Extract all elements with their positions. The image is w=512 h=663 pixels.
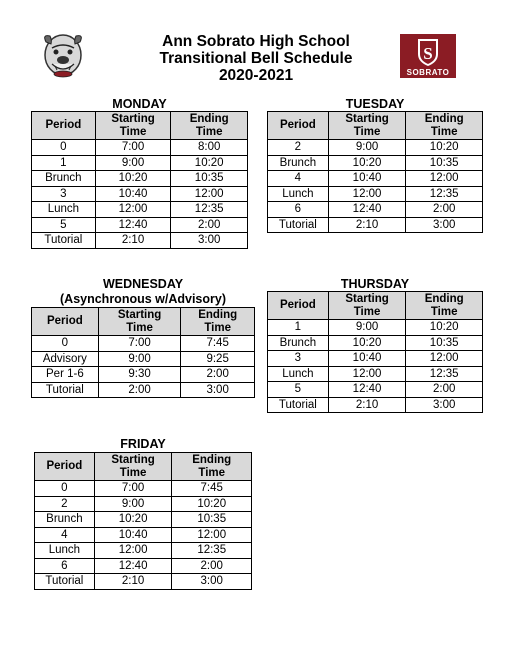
table-row [32,367,255,383]
starting-time-cell: 10:40 [95,186,171,202]
period-cell: Tutorial [268,217,329,233]
starting-time-cell: 10:40 [328,171,406,187]
period-cell: Tutorial [32,233,96,249]
table-row [32,351,255,367]
ending-time-cell: 7:45 [172,481,252,497]
starting-time-cell: 12:00 [328,186,406,202]
table-row [268,202,483,218]
starting-time-cell: 7:00 [98,336,181,352]
starting-time-cell: 10:40 [94,527,172,543]
friday-schedule-table [34,452,252,590]
starting-time-cell: 9:00 [95,155,171,171]
table-row [32,155,248,171]
ending-time-cell: 2:00 [406,202,483,218]
table-row [35,512,252,528]
ending-time-cell: 3:00 [406,397,483,413]
ending-time-cell: 10:20 [172,496,252,512]
ending-time-cell: 12:00 [172,527,252,543]
ending-time-cell: 3:00 [181,382,255,398]
ending-time-cell: 9:25 [181,351,255,367]
ending-time-cell: 7:45 [181,336,255,352]
thursday-schedule-table [267,291,483,413]
table-row [35,496,252,512]
table-row [32,233,248,249]
starting-time-cell: 12:00 [328,366,406,382]
table-row [35,574,252,590]
period-cell: Brunch [35,512,95,528]
starting-time-cell: 12:40 [95,217,171,233]
table-row [32,202,248,218]
starting-time-cell: 9:00 [94,496,172,512]
period-cell: Brunch [268,155,329,171]
ending-time-cell: 12:35 [406,186,483,202]
starting-time-cell: 7:00 [94,481,172,497]
school-name: Ann Sobrato High School [162,33,350,50]
period-cell: 4 [35,527,95,543]
table-row [32,140,248,156]
ending-time-cell: 2:00 [181,367,255,383]
period-cell: 6 [268,202,329,218]
ending-time-cell: 12:35 [406,366,483,382]
period-cell: Tutorial [32,382,99,398]
ending-time-cell: 2:00 [406,382,483,398]
period-cell: 6 [35,558,95,574]
starting-time-header: Starting Time [328,112,406,140]
starting-time-cell: 10:20 [95,171,171,187]
table-row [35,543,252,559]
table-row [32,382,255,398]
ending-time-cell: 2:00 [171,217,248,233]
ending-time-header: Ending Time [171,112,248,140]
ending-time-header: Ending Time [172,453,252,481]
starting-time-cell: 2:10 [328,397,406,413]
starting-time-header: Starting Time [95,112,171,140]
ending-time-cell: 12:35 [171,202,248,218]
ending-time-cell: 12:00 [406,171,483,187]
starting-time-cell: 10:20 [328,155,406,171]
period-cell: Tutorial [35,574,95,590]
table-row [268,335,483,351]
table-row [35,481,252,497]
tuesday-schedule-table [267,111,483,233]
ending-time-header: Ending Time [406,112,483,140]
table-row [268,366,483,382]
schedule-title: Transitional Bell Schedule [159,50,353,67]
period-header: Period [32,112,96,140]
period-cell: 2 [268,140,329,156]
starting-time-cell: 12:40 [94,558,172,574]
period-header: Period [35,453,95,481]
table-row [32,336,255,352]
table-row [32,217,248,233]
period-cell: 2 [35,496,95,512]
table-row [268,217,483,233]
ending-time-cell: 10:20 [406,140,483,156]
wednesday-heading: WEDNESDAY [102,277,184,291]
starting-time-cell: 12:40 [328,382,406,398]
period-cell: Tutorial [268,397,329,413]
logo-letter: S [423,44,433,63]
monday-schedule-table [31,111,248,249]
ending-time-cell: 10:35 [171,171,248,187]
starting-time-cell: 12:00 [95,202,171,218]
period-header: Period [32,308,99,336]
starting-time-cell: 9:00 [328,140,406,156]
starting-time-cell: 2:10 [328,217,406,233]
table-row [268,351,483,367]
starting-time-cell: 7:00 [95,140,171,156]
period-cell: Lunch [32,202,96,218]
period-header: Period [268,112,329,140]
starting-time-cell: 2:00 [98,382,181,398]
ending-time-cell: 10:35 [406,335,483,351]
thursday-heading: THURSDAY [340,277,410,291]
starting-time-cell: 2:10 [94,574,172,590]
table-row [268,140,483,156]
starting-time-cell: 2:10 [95,233,171,249]
period-cell: 3 [268,351,329,367]
table-row [268,186,483,202]
school-year: 2020-2021 [218,67,294,84]
period-cell: 5 [32,217,96,233]
period-cell: 0 [32,336,99,352]
period-cell: 3 [32,186,96,202]
wednesday-subtitle: (Asynchronous w/Advisory) [60,292,226,306]
starting-time-header: Starting Time [328,292,406,320]
ending-time-cell: 10:20 [171,155,248,171]
period-cell: 1 [32,155,96,171]
ending-time-cell: 12:00 [171,186,248,202]
period-cell: Lunch [268,366,329,382]
ending-time-cell: 3:00 [406,217,483,233]
period-cell: Advisory [32,351,99,367]
period-cell: 0 [32,140,96,156]
monday-heading: MONDAY [112,97,167,111]
ending-time-cell: 10:35 [172,512,252,528]
table-row [268,171,483,187]
period-cell: Per 1-6 [32,367,99,383]
tuesday-heading: TUESDAY [345,97,405,111]
ending-time-cell: 3:00 [171,233,248,249]
starting-time-cell: 9:30 [98,367,181,383]
ending-time-cell: 10:20 [406,320,483,336]
ending-time-header: Ending Time [181,308,255,336]
table-row [35,558,252,574]
ending-time-cell: 2:00 [172,558,252,574]
period-header: Period [268,292,329,320]
starting-time-header: Starting Time [94,453,172,481]
table-row [35,527,252,543]
table-row [32,171,248,187]
starting-time-cell: 10:20 [94,512,172,528]
starting-time-cell: 12:40 [328,202,406,218]
starting-time-cell: 12:00 [94,543,172,559]
period-cell: 4 [268,171,329,187]
ending-time-cell: 3:00 [172,574,252,590]
period-cell: 1 [268,320,329,336]
starting-time-cell: 10:20 [328,335,406,351]
starting-time-header: Starting Time [98,308,181,336]
logo-wordmark: SOBRATO [406,68,450,77]
starting-time-cell: 9:00 [328,320,406,336]
wednesday-schedule-table [31,307,255,398]
starting-time-cell: 9:00 [98,351,181,367]
table-row [32,186,248,202]
period-cell: Brunch [32,171,96,187]
ending-time-header: Ending Time [406,292,483,320]
ending-time-cell: 12:35 [172,543,252,559]
starting-time-cell: 10:40 [328,351,406,367]
ending-time-cell: 8:00 [171,140,248,156]
table-row [268,397,483,413]
period-cell: Lunch [268,186,329,202]
ending-time-cell: 10:35 [406,155,483,171]
period-cell: 0 [35,481,95,497]
ending-time-cell: 12:00 [406,351,483,367]
period-cell: 5 [268,382,329,398]
friday-heading: FRIDAY [120,437,166,451]
sobrato-shield-logo [400,34,456,78]
period-cell: Brunch [268,335,329,351]
table-row [268,155,483,171]
table-row [268,320,483,336]
table-row [268,382,483,398]
period-cell: Lunch [35,543,95,559]
